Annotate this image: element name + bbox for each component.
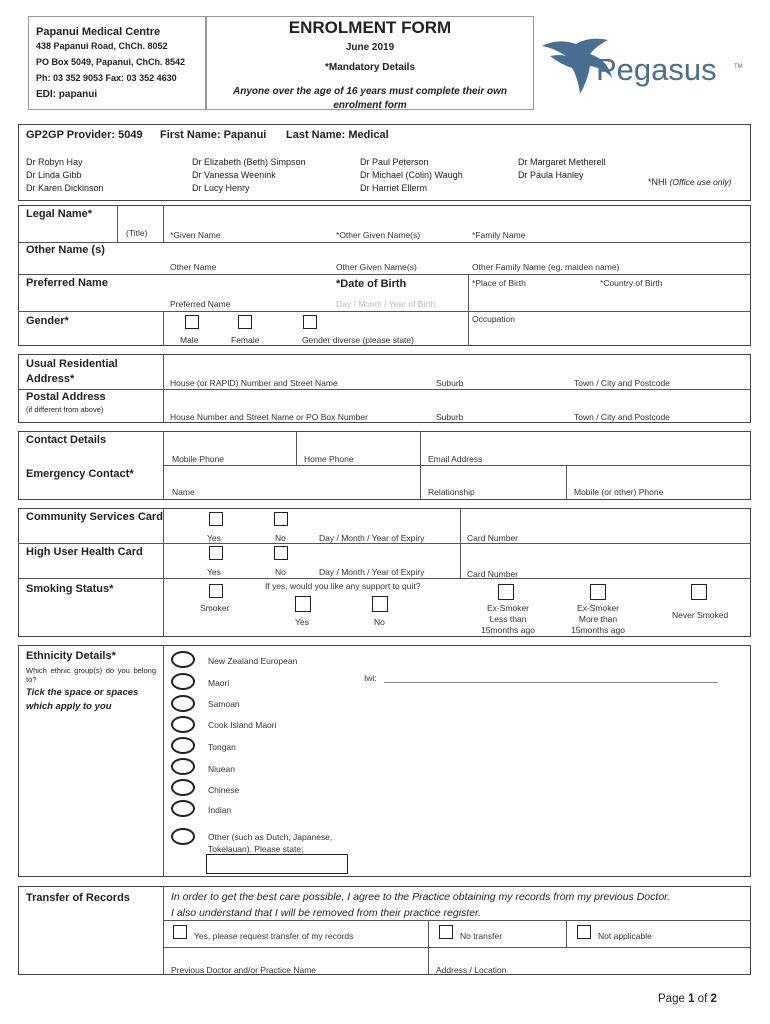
nhi-label: *NHI (Office use only)	[648, 177, 732, 187]
emergency-relationship-field[interactable]: Relationship	[428, 487, 475, 497]
ethnicity-option-radio[interactable]	[171, 758, 195, 775]
gender-female-label: Female	[231, 335, 260, 345]
mandatory-note: *Mandatory Details	[324, 62, 416, 73]
mobile-phone-field[interactable]: Mobile Phone	[172, 454, 224, 464]
transfer-no-checkbox[interactable]	[439, 925, 453, 939]
smoker-checkbox[interactable]	[209, 584, 223, 598]
other-given-names-field[interactable]: Other Given Name(s)	[336, 262, 417, 272]
residential-suburb-field[interactable]: Suburb	[436, 378, 464, 388]
ethnicity-option-label: New Zealand European	[208, 656, 298, 666]
date-of-birth-field[interactable]: Day / Month / Year of Birth	[336, 299, 436, 309]
ex-smoker-less-label: Ex-Smoker Less than 15months ago	[481, 603, 535, 635]
smoker-label: Smoker	[200, 603, 230, 613]
doctor-name: Dr Margaret Metherell	[518, 157, 606, 167]
ethnicity-option-label: Niuean	[208, 764, 235, 774]
provider-first-name: First Name: Papanui	[160, 129, 267, 141]
ethnicity-label: Ethnicity Details*	[26, 650, 116, 662]
form-title: ENROLMENT FORM	[288, 18, 452, 37]
ethnicity-option-radio[interactable]	[171, 800, 195, 817]
quit-support-question: If yes, would you like any support to quit?	[265, 581, 421, 591]
never-smoked-checkbox[interactable]	[691, 584, 707, 600]
residential-street-field[interactable]: House (or RAPID) Number and Street Name	[170, 378, 338, 388]
postal-suburb-field[interactable]: Suburb	[436, 412, 464, 422]
preferred-name-field[interactable]: Preferred Name	[170, 299, 231, 309]
postal-street-field[interactable]: House Number and Street Name or PO Box Number	[170, 412, 368, 422]
ethnicity-option-radio[interactable]	[171, 695, 195, 712]
doctor-name: Dr Robyn Hay	[26, 157, 83, 167]
ethnicity-option-radio[interactable]	[171, 779, 195, 796]
transfer-na-checkbox[interactable]	[577, 925, 591, 939]
practice-name: Papanui Medical Centre	[36, 26, 161, 38]
csc-label: Community Services Card	[26, 511, 163, 523]
doctor-name: Dr Harriet Ellerm	[360, 183, 428, 193]
ethnicity-option-label: Cook Island Maori	[208, 720, 277, 730]
occupation-field[interactable]: Occupation	[472, 314, 515, 324]
ethnicity-other-input[interactable]	[206, 854, 348, 874]
gender-male-checkbox[interactable]	[185, 315, 199, 329]
emergency-contact-label: Emergency Contact*	[26, 468, 134, 480]
ethnicity-option-radio[interactable]	[171, 737, 195, 754]
other-name-field[interactable]: Other Name	[170, 262, 217, 272]
other-name-label: Other Name (s)	[26, 244, 105, 256]
ethnicity-option-label: Samoan	[208, 699, 240, 709]
doctor-name: Dr Karen Dickinson	[26, 183, 104, 193]
huhc-yes-checkbox[interactable]	[209, 546, 223, 560]
gender-male-label: Male	[180, 335, 199, 345]
doctor-name: Dr Michael (Colin) Waugh	[360, 170, 463, 180]
gender-diverse-label: Gender diverse (please state)	[302, 335, 414, 345]
ethnicity-question: Which ethnic group(s) do you belong to?	[26, 666, 156, 684]
practice-edi: EDI: papanui	[36, 89, 98, 100]
huhc-no-checkbox[interactable]	[274, 546, 288, 560]
ex-smoker-more-label: Ex-Smoker More than 15months ago	[571, 603, 625, 635]
iwi-label: Iwi:	[364, 673, 377, 683]
residential-town-field[interactable]: Town / City and Postcode	[574, 378, 670, 388]
form-date: June 2019	[345, 42, 395, 53]
transfer-na-label: Not applicable	[598, 931, 652, 941]
preferred-name-label: Preferred Name	[26, 277, 108, 289]
ethnicity-instruction: Tick the space or spaces which apply to you	[26, 687, 139, 712]
pegasus-logo-text: Pegasus	[596, 52, 717, 87]
emergency-name-field[interactable]: Name	[172, 487, 195, 497]
home-phone-field[interactable]: Home Phone	[304, 454, 354, 464]
gender-label: Gender*	[26, 315, 69, 327]
transfer-yes-label: Yes, please request transfer of my records	[194, 931, 354, 941]
place-of-birth-field[interactable]: *Place of Birth	[472, 278, 526, 288]
csc-no-checkbox[interactable]	[274, 512, 288, 526]
emergency-phone-field[interactable]: Mobile (or other) Phone	[574, 487, 664, 497]
ethnicity-option-label: Maori	[208, 678, 230, 688]
transfer-no-label: No transfer	[460, 931, 503, 941]
other-family-name-field[interactable]: Other Family Name (eg. maiden name)	[472, 262, 620, 272]
quit-no-label: No	[374, 617, 385, 627]
quit-yes-checkbox[interactable]	[295, 596, 311, 612]
ethnicity-option-label: Chinese	[208, 785, 240, 795]
usual-address-label-2: Address*	[26, 373, 75, 385]
usual-address-label: Usual Residential	[26, 358, 118, 370]
age-note: Anyone over the age of 16 years must complete their own	[233, 86, 507, 97]
pegasus-tm: TM	[734, 64, 743, 70]
date-of-birth-label: *Date of Birth	[336, 278, 407, 290]
transfer-consent-text-2: I also understand that I will be removed from their practice register.	[171, 907, 482, 919]
ethnicity-option-label: Tongan	[208, 742, 236, 752]
doctor-name: Dr Elizabeth (Beth) Simpson	[192, 157, 306, 167]
ethnicity-option-radio[interactable]	[171, 651, 195, 668]
previous-doctor-field[interactable]: Previous Doctor and/or Practice Name	[171, 965, 317, 975]
ethnicity-other-label: Other (such as Dutch, Japanese, Tokelauan). Please state;	[208, 832, 333, 854]
doctor-name: Dr Paula Hanley	[518, 170, 584, 180]
doctor-name: Dr Linda Gibb	[26, 170, 82, 180]
quit-yes-label: Yes	[295, 617, 309, 627]
ex-smoker-less-checkbox[interactable]	[498, 584, 514, 600]
csc-yes-label: Yes	[207, 533, 221, 543]
huhc-expiry-field[interactable]: Day / Month / Year of Expiry	[319, 567, 425, 577]
doctor-name: Dr Vanessa Weenink	[192, 170, 276, 180]
legal-name-label: Legal Name*	[26, 208, 93, 220]
huhc-card-number-field[interactable]: Card Number	[467, 569, 519, 579]
other-given-name-field[interactable]: *Other Given Name(s)	[336, 230, 421, 240]
postal-address-note: (if different from above)	[26, 405, 104, 414]
ethnicity-option-radio[interactable]	[171, 716, 195, 733]
practice-address: 438 Papanui Road, ChCh. 8052	[36, 41, 168, 51]
title-field[interactable]: (Title)	[126, 228, 148, 238]
quit-no-checkbox[interactable]	[372, 596, 388, 612]
csc-no-label: No	[275, 533, 286, 543]
practice-phone: Ph: 03 352 9053 Fax: 03 352 4630	[36, 73, 177, 83]
postal-address-label: Postal Address	[26, 391, 106, 403]
gp2gp-provider: GP2GP Provider: 5049	[26, 129, 143, 141]
practice-po-box: PO Box 5049, Papanui, ChCh. 8542	[36, 57, 186, 67]
huhc-yes-label: Yes	[207, 567, 221, 577]
provider-last-name: Last Name: Medical	[286, 129, 389, 141]
never-smoked-label: Never Smoked	[672, 610, 729, 620]
csc-expiry-field[interactable]: Day / Month / Year of Expiry	[319, 533, 425, 543]
smoking-status-label: Smoking Status*	[26, 583, 114, 595]
personal-details-box	[18, 205, 751, 346]
age-note-2: enrolment form	[333, 100, 407, 111]
contact-details-label: Contact Details	[26, 434, 107, 446]
gender-diverse-checkbox[interactable]	[303, 315, 317, 329]
previous-address-field[interactable]: Address / Location	[436, 965, 507, 975]
doctor-name: Dr Lucy Henry	[192, 183, 250, 193]
ethnicity-option-label: Indian	[208, 805, 232, 815]
page-number: Page 1 of 2	[658, 993, 717, 1005]
gender-female-checkbox[interactable]	[238, 315, 252, 329]
doctor-name: Dr Paul Peterson	[360, 157, 429, 167]
csc-card-number-field[interactable]: Card Number	[467, 533, 519, 543]
ethnicity-option-radio[interactable]	[171, 673, 195, 690]
csc-yes-checkbox[interactable]	[209, 512, 223, 526]
transfer-yes-checkbox[interactable]	[173, 925, 187, 939]
family-name-field[interactable]: *Family Name	[472, 230, 526, 240]
given-name-field[interactable]: *Given Name	[170, 230, 221, 240]
huhc-label: High User Health Card	[26, 546, 143, 558]
iwi-input[interactable]	[384, 682, 718, 683]
country-of-birth-field[interactable]: *Country of Birth	[600, 278, 663, 288]
email-field[interactable]: Email Address	[428, 454, 483, 464]
ethnicity-option-radio[interactable]	[171, 828, 195, 845]
postal-town-field[interactable]: Town / City and Postcode	[574, 412, 670, 422]
transfer-records-label: Transfer of Records	[26, 892, 130, 904]
ex-smoker-more-checkbox[interactable]	[590, 584, 606, 600]
transfer-consent-text: In order to get the best care possible, I agree to the Practice obtaining my records from my previous Doctor.	[171, 891, 671, 903]
huhc-no-label: No	[275, 567, 286, 577]
